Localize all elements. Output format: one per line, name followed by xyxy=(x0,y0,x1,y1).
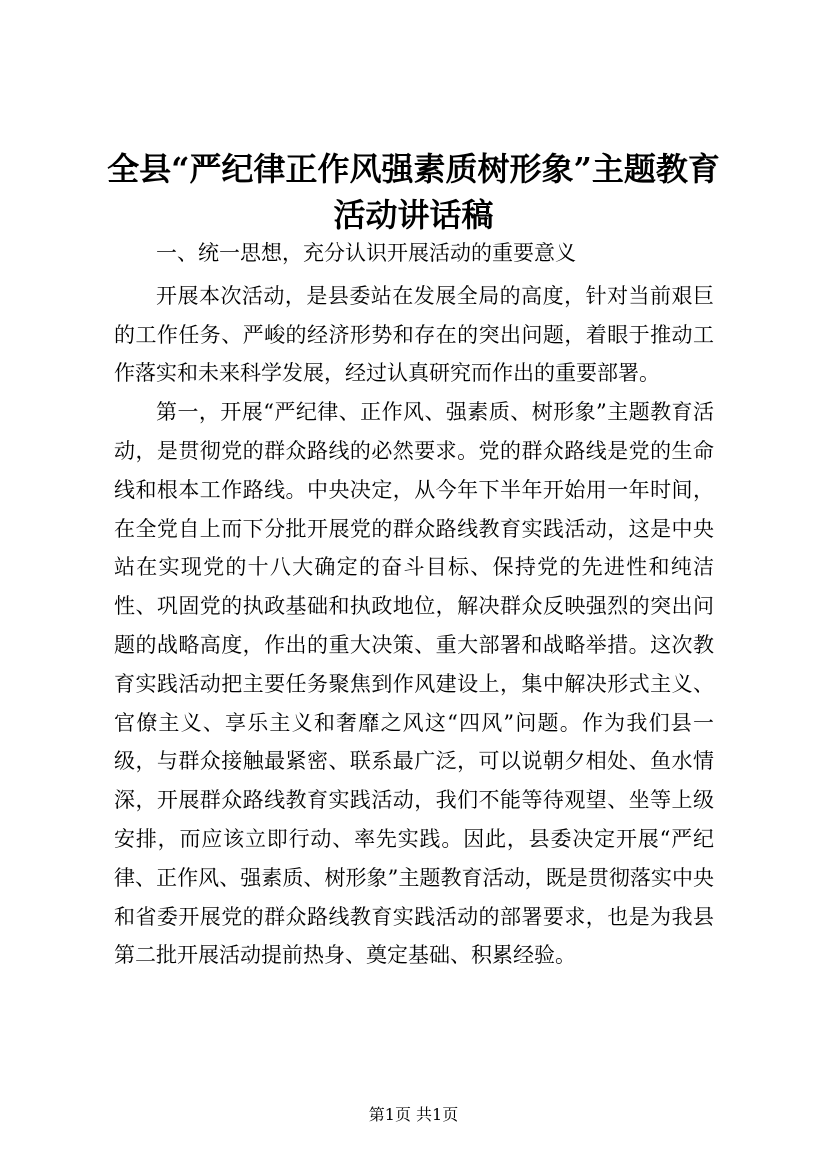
title-line-2: 活动讲话稿 xyxy=(333,196,494,234)
paragraph-1: 开展本次活动，是县委站在发展全局的高度，针对当前艰巨的工作任务、严峻的经济形势和存在的突出问题，着眼于推动工作落实和未来科学发展，经过认真研究而作出的重要部署。 xyxy=(114,283,714,386)
title-line-1: 全县“严纪律正作风强素质树形象”主题教育 xyxy=(107,150,720,188)
paragraph-2: 第一，开展“严纪律、正作风、强素质、树形象”主题教育活动，是贯彻党的群众路线的必然要求。党的群众路线是党的生命线和根本工作路线。中央决定，从今年下半年开始用一年时间，在全党自上而下分批开展党的群众路线教育实践活动，这是中央站在实现党的十八大确定的奋斗目标、保持党的先进性和纯洁性、巩固党的执政基础和执政地位，解决群众反映强烈的突出问题的战略高度，作出的重大决策、重大部署和战略举措。这次教育实践活动把主要任务聚焦到作风建设上，集中解决形式主义、官僚主义、享乐主义和奢靡之风这“四风”问题。作为我们县一级，与群众接触最紧密、联系最广泛，可以说朝夕相处、鱼水情深，开展群众路线教育实践活动，我们不能等待观望、坐等上级安排，而应该立即行动、率先实践。因此，县委决定开展“严纪律、正作风、强素质、树形象”主题教育活动，既是贯彻落实中央和省委开展党的群众路线教育实践活动的部署要求，也是为我县第二批开展活动提前热身、奠定基础、积累经验。 xyxy=(114,400,714,968)
page-footer: 第1页 共1页 xyxy=(368,1105,459,1124)
document-body xyxy=(114,234,714,975)
section-heading: 一、统一思想，充分认识开展活动的重要意义 xyxy=(156,241,576,265)
document-title xyxy=(100,146,727,238)
